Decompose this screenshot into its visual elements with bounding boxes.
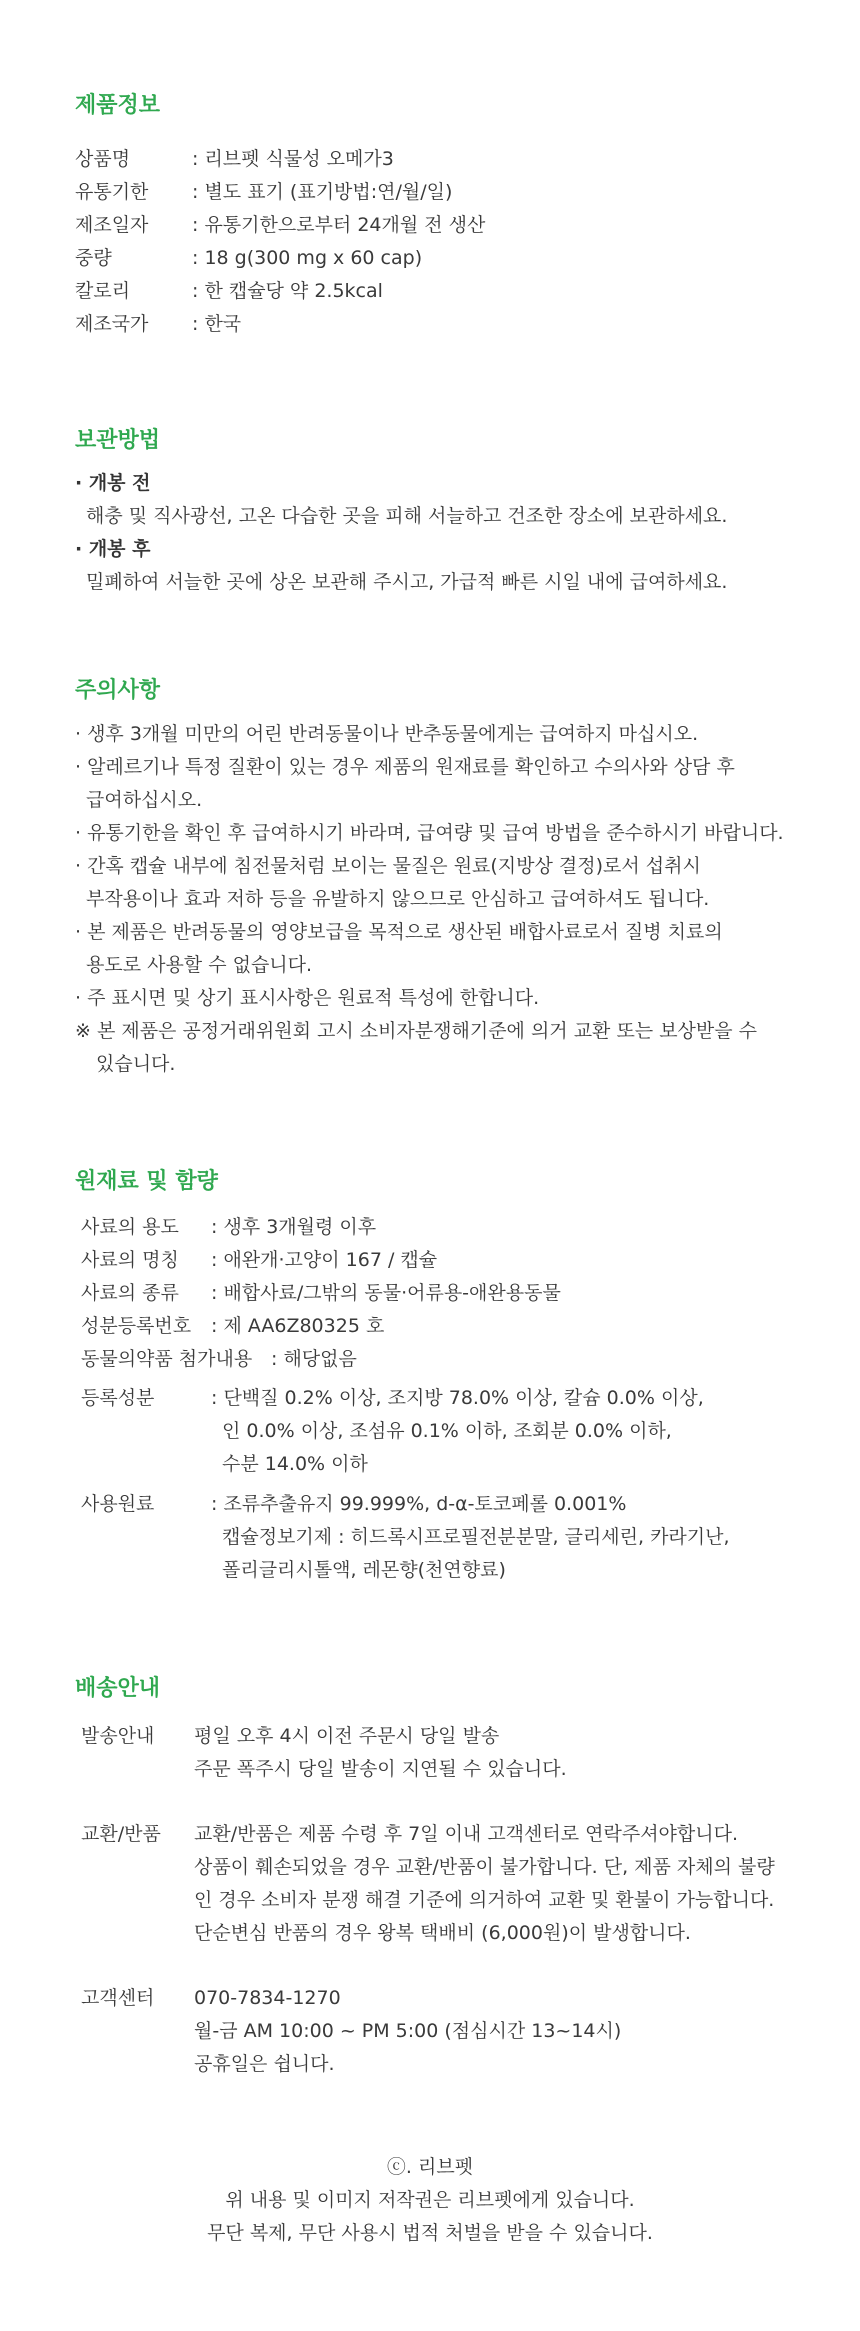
row-value: : 18 g(300 mg x 60 cap): [192, 247, 423, 269]
cs-label: 고객센터: [81, 1987, 155, 2009]
shipping-title: 배송안내: [75, 1676, 161, 1701]
footer-copyright: ⓒ. 리브펫: [386, 2156, 474, 2178]
caution-line: 부작용이나 효과 저하 등을 유발하지 않으므로 안심하고 급여하셔도 됩니다.: [86, 888, 710, 910]
caution-title: 주의사항: [75, 678, 161, 703]
drug-additive-label: 동물의약품 첨가내용: [81, 1348, 253, 1370]
caution-line: · 생후 3개월 미만의 어린 반려동물이나 반추동물에게는 급여하지 마십시오.: [75, 723, 699, 745]
caution-line: · 유통기한을 확인 후 급여하시기 바라며, 급여량 및 급여 방법을 준수하시기 바랍니다.: [75, 822, 784, 844]
cs-phone: 070-7834-1270: [194, 1987, 341, 2009]
cs-holiday: 공휴일은 쉽니다.: [194, 2053, 335, 2075]
row-label: 제조국가: [75, 313, 149, 335]
storage-after-label: · 개봉 후: [75, 538, 151, 560]
storage-before-text: 해충 및 직사광선, 고온 다습한 곳을 피해 서늘하고 건조한 장소에 보관하세요.: [86, 505, 728, 527]
raw-materials-value: 캡슐정보기제 : 히드록시프로필전분분말, 글리세린, 카라기난,: [222, 1526, 730, 1548]
caution-line: · 알레르기나 특정 질환이 있는 경우 제품의 원재료를 확인하고 수의사와 상담 후: [75, 756, 735, 778]
ship-value: 주문 폭주시 당일 발송이 지연될 수 있습니다.: [194, 1758, 567, 1780]
row-label: 제조일자: [75, 214, 149, 236]
row-value: : 유통기한으로부터 24개월 전 생산: [192, 214, 486, 236]
caution-line: 용도로 사용할 수 없습니다.: [86, 954, 313, 976]
caution-line: · 간혹 캡슐 내부에 침전물처럼 보이는 물질은 원료(지방상 결정)로서 섭취시: [75, 855, 701, 877]
feed-type-value: : 배합사료/그밖의 동물·어류용-애완용동물: [211, 1282, 561, 1304]
storage-before-label: · 개봉 전: [75, 472, 151, 494]
usage-value: : 생후 3개월령 이후: [211, 1216, 377, 1238]
feed-name-value: : 애완개·고양이 167 / 캡슐: [211, 1249, 438, 1271]
exchange-value: 상품이 훼손되었을 경우 교환/반품이 불가합니다. 단, 제품 자체의 불량: [194, 1856, 775, 1878]
cs-hours: 월-금 AM 10:00 ~ PM 5:00 (점심시간 13~14시): [194, 2020, 622, 2042]
caution-line: · 주 표시면 및 상기 표시사항은 원료적 특성에 한합니다.: [75, 987, 540, 1009]
row-label: 칼로리: [75, 280, 131, 302]
row-value: : 별도 표기 (표기방법:연/월/일): [192, 181, 453, 203]
caution-line: 있습니다.: [96, 1053, 176, 1075]
components-value: 인 0.0% 이상, 조섬유 0.1% 이하, 조회분 0.0% 이하,: [222, 1420, 672, 1442]
components-value: : 단백질 0.2% 이상, 조지방 78.0% 이상, 칼슘 0.0% 이상,: [211, 1387, 704, 1409]
feed-type-label: 사료의 종류: [81, 1282, 179, 1304]
exchange-value: 교환/반품은 제품 수령 후 7일 이내 고객센터로 연락주셔야합니다.: [194, 1823, 739, 1845]
ship-value: 평일 오후 4시 이전 주문시 당일 발송: [194, 1725, 500, 1747]
exchange-label: 교환/반품: [81, 1823, 161, 1845]
caution-line: ※ 본 제품은 공정거래위원회 고시 소비자분쟁해기준에 의거 교환 또는 보상받을 수: [75, 1020, 757, 1042]
caution-line: · 본 제품은 반려동물의 영양보급을 목적으로 생산된 배합사료로서 질병 치료의: [75, 921, 723, 943]
footer-line: 위 내용 및 이미지 저작권은 리브펫에게 있습니다.: [225, 2189, 635, 2211]
feed-name-label: 사료의 명칭: [81, 1249, 179, 1271]
footer-line: 무단 복제, 무단 사용시 법적 처벌을 받을 수 있습니다.: [207, 2222, 653, 2244]
drug-additive-value: : 해당없음: [271, 1348, 357, 1370]
raw-materials-value: : 조류추출유지 99.999%, d-α-토코페롤 0.001%: [211, 1493, 627, 1515]
row-label: 중량: [75, 247, 112, 269]
row-label: 유통기한: [75, 181, 149, 203]
usage-label: 사료의 용도: [81, 1216, 179, 1238]
raw-materials-value: 폴리글리시톨액, 레몬향(천연향료): [222, 1559, 506, 1581]
registration-label: 성분등록번호: [81, 1315, 192, 1337]
registration-value: : 제 AA6Z80325 호: [211, 1315, 385, 1337]
caution-line: 급여하십시오.: [86, 789, 203, 811]
product-info-title: 제품정보: [75, 93, 161, 118]
row-value: : 한 캡슐당 약 2.5kcal: [192, 280, 383, 302]
row-label: 상품명: [75, 148, 131, 170]
storage-after-text: 밀폐하여 서늘한 곳에 상온 보관해 주시고, 가급적 빠른 시일 내에 급여하세요.: [86, 571, 728, 593]
components-value: 수분 14.0% 이하: [222, 1453, 368, 1475]
row-value: : 리브펫 식물성 오메가3: [192, 148, 394, 170]
exchange-value: 단순변심 반품의 경우 왕복 택배비 (6,000원)이 발생합니다.: [194, 1922, 691, 1944]
exchange-value: 인 경우 소비자 분쟁 해결 기준에 의거하여 교환 및 환불이 가능합니다.: [194, 1889, 775, 1911]
ingredients-title: 원재료 및 함량: [75, 1169, 218, 1194]
storage-title: 보관방법: [75, 428, 161, 453]
row-value: : 한국: [192, 313, 242, 335]
ship-label: 발송안내: [81, 1725, 155, 1747]
raw-materials-label: 사용원료: [81, 1493, 155, 1515]
components-label: 등록성분: [81, 1387, 155, 1409]
